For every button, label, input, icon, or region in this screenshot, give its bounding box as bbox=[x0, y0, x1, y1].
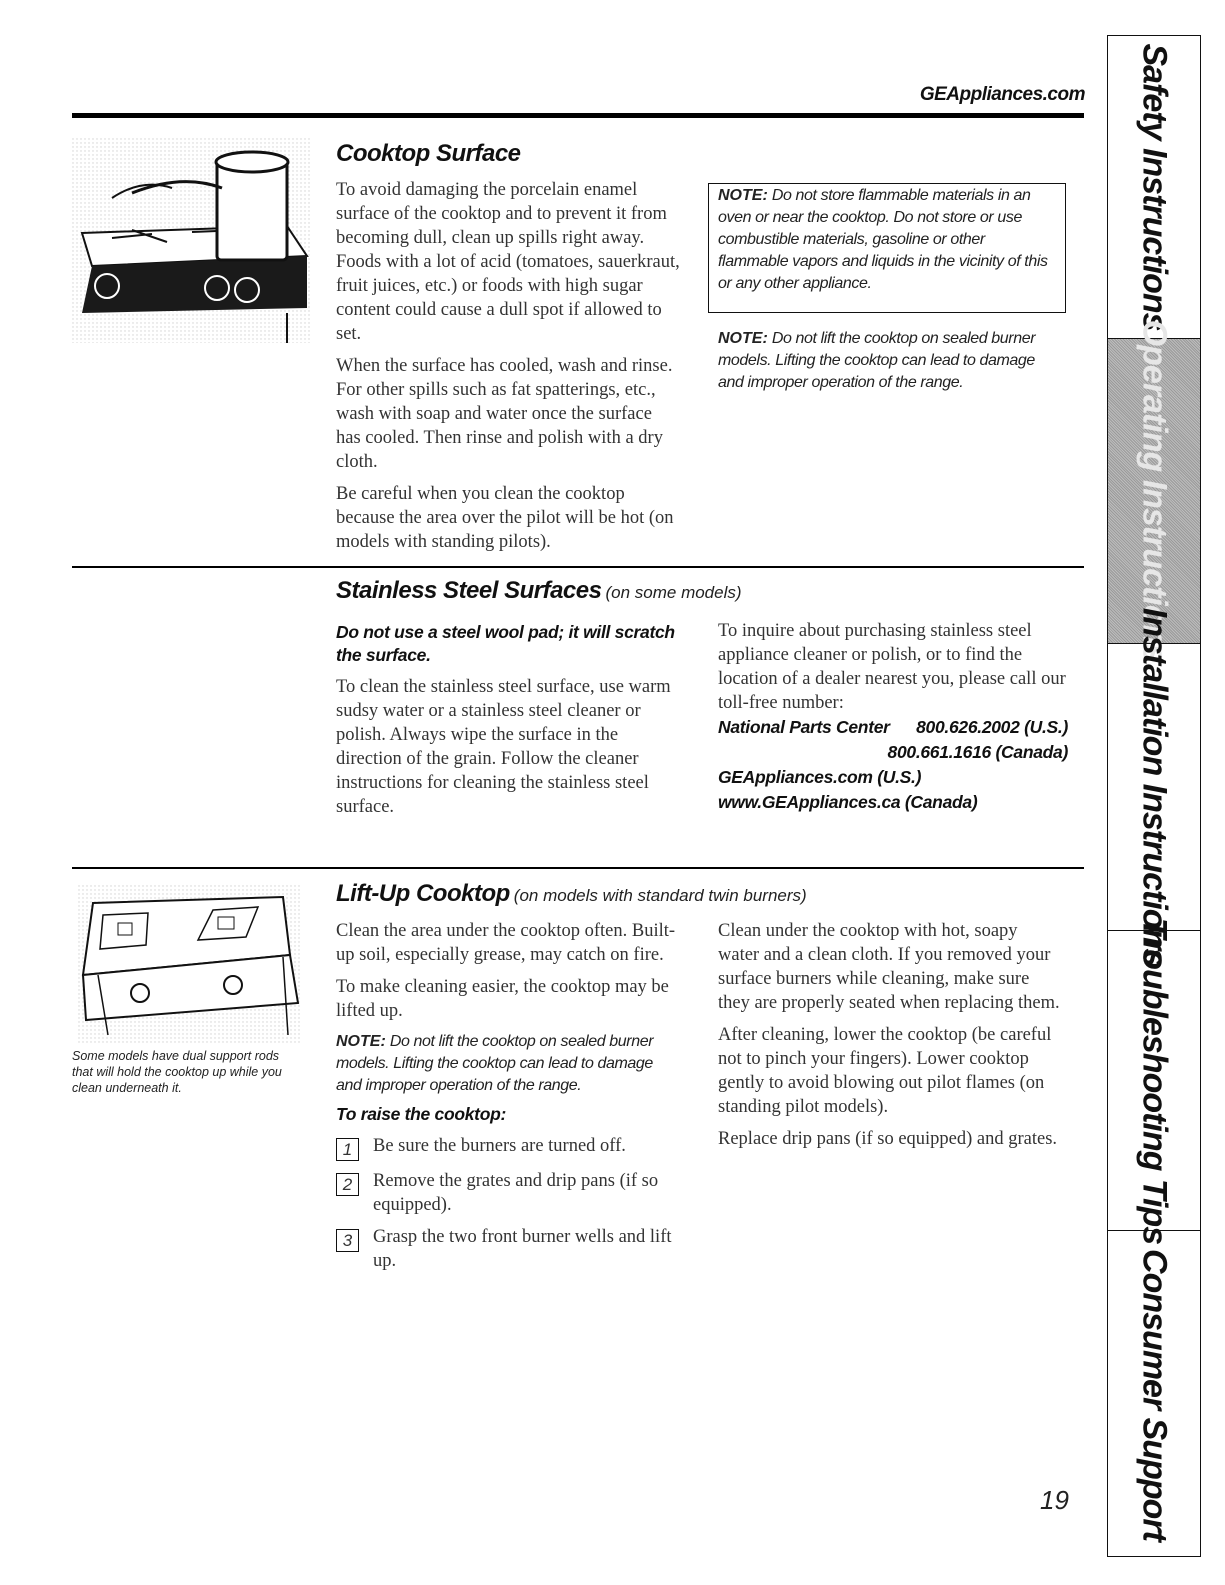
parts-center-contact bbox=[718, 715, 1068, 815]
step-number: 1 bbox=[336, 1138, 359, 1161]
liftup-caption: Some models have dual support rods that will hold the cooktop up while you clean underneath it. bbox=[72, 1049, 282, 1095]
stainless-title: Stainless Steel Surfaces bbox=[336, 577, 602, 604]
steel-wool-warning: Do not use a steel wool pad; it will scratch the surface. bbox=[336, 622, 675, 665]
step-text: Grasp the two front burner wells and lift up. bbox=[373, 1227, 672, 1271]
note-text: Do not store flammable materials in an oven or near the cooktop. Do not store or use combustible materials, gasoline or other flammable vapors and liquids in the vicinity of this or any other appliance. bbox=[718, 187, 1048, 292]
liftup-paragraph: Clean under the cooktop with hot, soapy water and a clean cloth. If you removed your surface burners while cleaning, make sure they are properly seated when replacing them. bbox=[718, 921, 1060, 1013]
liftup-paragraph: After cleaning, lower the cooktop (be careful not to pinch your fingers). Lower cooktop gently to avoid blowing out pilot flames (on standing pilot models). bbox=[718, 1025, 1052, 1117]
liftup-paragraph: Clean the area under the cooktop often. Built-up soil, especially grease, may catch on fire. bbox=[336, 921, 676, 965]
tab-consumer-support[interactable] bbox=[1108, 1231, 1200, 1558]
liftup-paragraph: To make cleaning easier, the cooktop may be lifted up. bbox=[336, 977, 669, 1021]
note-label: NOTE: bbox=[336, 1033, 386, 1050]
note-text: Do not lift the cooktop on sealed burner models. Lifting the cooktop can lead to damage and improper operation of the range. bbox=[718, 330, 1036, 391]
tab-label: Consumer Support bbox=[1135, 1248, 1174, 1541]
step-text: Be sure the burners are turned off. bbox=[373, 1136, 626, 1156]
web-canada-link[interactable]: www.GEAppliances.ca (Canada) bbox=[718, 792, 978, 812]
stainless-body: To clean the stainless steel surface, use warm sudsy water or a stainless steel cleaner or polish. Always wipe the surface in the direction of the grain. Follow the cleaner instructions for cleaning the stainless steel surface. bbox=[336, 677, 671, 817]
step-item bbox=[336, 1225, 681, 1273]
liftup-subtitle: (on models with standard twin burners) bbox=[513, 886, 807, 905]
tab-label: Troubleshooting Tips bbox=[1135, 917, 1174, 1244]
tab-label: Operating Instructions bbox=[1135, 319, 1174, 663]
cooktop-pot-illustration bbox=[72, 138, 312, 343]
tab-troubleshooting-tips[interactable] bbox=[1108, 917, 1200, 1244]
note-text: Do not lift the cooktop on sealed burner models. Lifting the cooktop can lead to damage and improper operation of the range. bbox=[336, 1033, 654, 1094]
step-text: Remove the grates and drip pans (if so equipped). bbox=[373, 1171, 659, 1215]
parts-center-line-ca bbox=[718, 740, 1068, 765]
stainless-subtitle: (on some models) bbox=[605, 583, 742, 602]
section-divider bbox=[72, 566, 1084, 568]
site-url: GEAppliances.com bbox=[919, 84, 1085, 105]
note-label: NOTE: bbox=[718, 330, 768, 347]
cooktop-surface-paragraph: To avoid damaging the porcelain enamel surface of the cooktop and to prevent it from becoming dull, clean up spills right away. Foods with a lot of acid (tomatoes, sauerkraut, fruit juices, etc.) or foods with high sugar content could cause a dull spot if allowed to set. bbox=[336, 180, 680, 344]
liftup-left-column bbox=[336, 919, 681, 1281]
page-number: 19 bbox=[1040, 1485, 1069, 1515]
raise-cooktop-heading: To raise the cooktop: bbox=[336, 1104, 507, 1124]
cooktop-surface-body bbox=[336, 178, 681, 562]
liftup-right-column bbox=[718, 919, 1063, 1159]
liftup-note bbox=[336, 1031, 681, 1097]
tab-safety-instructions[interactable] bbox=[1108, 36, 1200, 339]
web-us-link[interactable]: GEAppliances.com (U.S.) bbox=[718, 767, 922, 787]
tab-installation-instructions[interactable] bbox=[1108, 607, 1200, 967]
parts-center-label: National Parts Center bbox=[718, 717, 890, 737]
note-label: NOTE: bbox=[718, 187, 768, 204]
step-number: 2 bbox=[336, 1173, 359, 1196]
section-divider bbox=[72, 867, 1084, 869]
tab-label: Installation Instructions bbox=[1135, 607, 1174, 967]
liftup-paragraph: Replace drip pans (if so equipped) and grates. bbox=[718, 1129, 1058, 1149]
cooktop-surface-title: Cooktop Surface bbox=[336, 140, 521, 167]
step-item bbox=[336, 1169, 681, 1217]
section-tabs bbox=[1107, 35, 1201, 1557]
liftup-heading bbox=[336, 880, 807, 908]
sealed-burner-note bbox=[718, 328, 1063, 394]
stainless-heading bbox=[336, 577, 742, 605]
stainless-inquire: To inquire about purchasing stainless steel appliance cleaner or polish, or to find the location of a dealer nearest you, please call our toll-free number: bbox=[718, 621, 1066, 713]
liftup-title: Lift-Up Cooktop bbox=[336, 880, 510, 907]
header-rule bbox=[72, 113, 1084, 118]
cooktop-surface-paragraph: Be careful when you clean the cooktop because the area over the pilot will be hot (on models with standing pilots). bbox=[336, 484, 674, 552]
step-item bbox=[336, 1134, 681, 1161]
cooktop-surface-paragraph: When the surface has cooled, wash and rinse. For other spills such as fat spatterings, etc., wash with soap and water once the surface has cooled. Then rinse and polish with a dry cloth. bbox=[336, 356, 673, 472]
parts-center-line-us bbox=[718, 715, 1068, 740]
liftup-cooktop-illustration bbox=[78, 885, 300, 1043]
flammable-note-box bbox=[708, 183, 1066, 313]
step-number: 3 bbox=[336, 1229, 359, 1252]
tab-operating-instructions[interactable] bbox=[1108, 319, 1200, 663]
tab-label: Safety Instructions bbox=[1135, 43, 1174, 331]
phone-canada: 800.661.1616 (Canada) bbox=[887, 742, 1068, 762]
phone-us: 800.626.2002 (U.S.) bbox=[916, 717, 1068, 737]
